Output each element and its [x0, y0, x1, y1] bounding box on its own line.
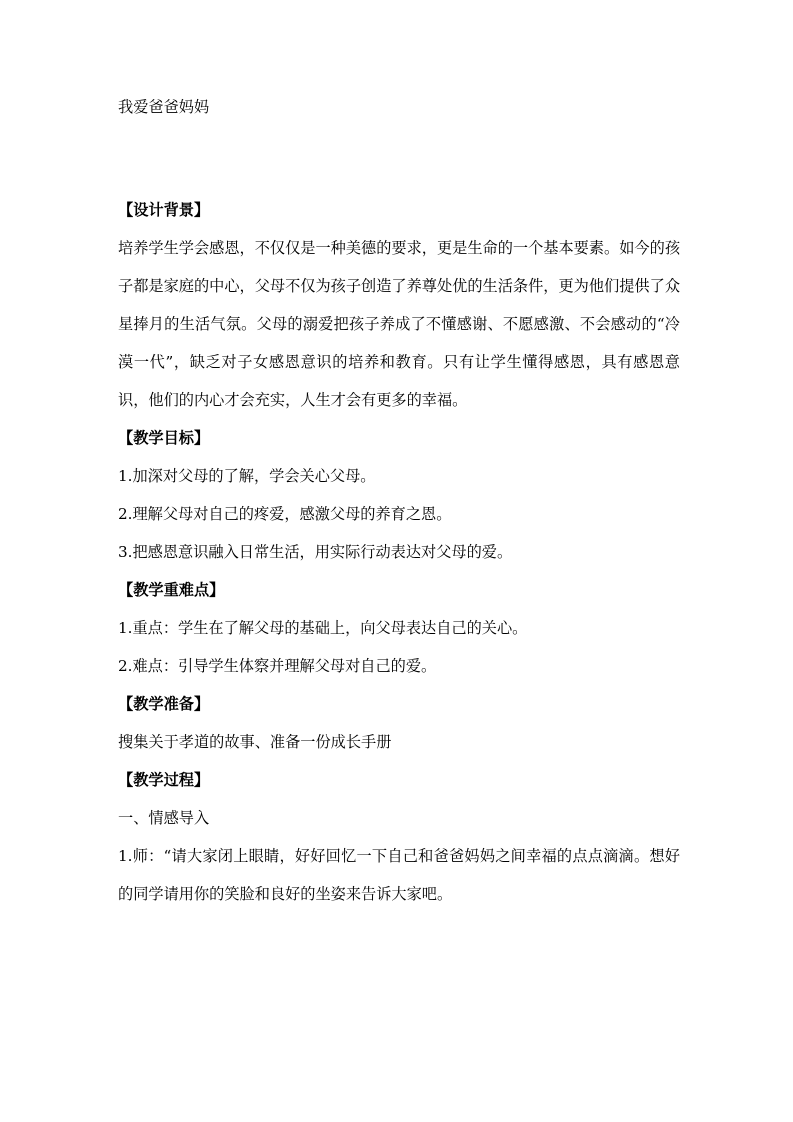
- section-paragraph: 1.师：“请大家闭上眼睛，好好回忆一下自己和爸爸妈妈之间幸福的点点滴滴。想好的同学请用你的笑脸和良好的坐姿来告诉大家吧。: [118, 847, 680, 903]
- section-paragraph: 一、情感导入: [118, 809, 210, 827]
- section-heading: 【教学重难点】: [118, 581, 225, 599]
- section-paragraph: 2.难点：引导学生体察并理解父母对自己的爱。: [118, 657, 437, 675]
- section-heading: 【教学过程】: [118, 771, 210, 789]
- section-teaching-goals: [118, 419, 680, 571]
- section-paragraph: 1.重点：学生在了解父母的基础上，向父母表达自己的关心。: [118, 619, 528, 637]
- section-paragraph: 3.把感恩意识融入日常生活，用实际行动表达对父母的爱。: [118, 543, 513, 561]
- section-design-background: [118, 191, 680, 419]
- document-body: [118, 95, 680, 913]
- section-teaching-process: [118, 761, 680, 913]
- section-paragraph: 搜集关于孝道的故事、准备一份成长手册: [118, 733, 392, 751]
- document-title: 我爱爸爸妈妈: [118, 98, 210, 116]
- section-heading: 【设计背景】: [118, 201, 210, 219]
- section-paragraph: 1.加深对父母的了解，学会关心父母。: [118, 467, 376, 485]
- section-key-difficult-points: [118, 571, 680, 685]
- section-paragraph: 培养学生学会感恩，不仅仅是一种美德的要求，更是生命的一个基本要素。如今的孩子都是家庭的中心，父母不仅为孩子创造了养尊处优的生活条件，更为他们提供了众星捧月的生活气氛。父母的溺爱把孩子养成了不懂感谢、不愿感激、不会感动的“冷漠一代”，缺乏对子女感恩意识的培养和教育。只有让学生懂得感恩，具有感恩意识，他们的内心才会充实，人生才会有更多的幸福。: [118, 239, 680, 409]
- section-heading: 【教学目标】: [118, 429, 210, 447]
- section-heading: 【教学准备】: [118, 695, 210, 713]
- title-spacer: [118, 119, 680, 191]
- section-paragraph: 2.理解父母对自己的疼爱，感激父母的养育之恩。: [118, 505, 452, 523]
- section-teaching-preparation: [118, 685, 680, 761]
